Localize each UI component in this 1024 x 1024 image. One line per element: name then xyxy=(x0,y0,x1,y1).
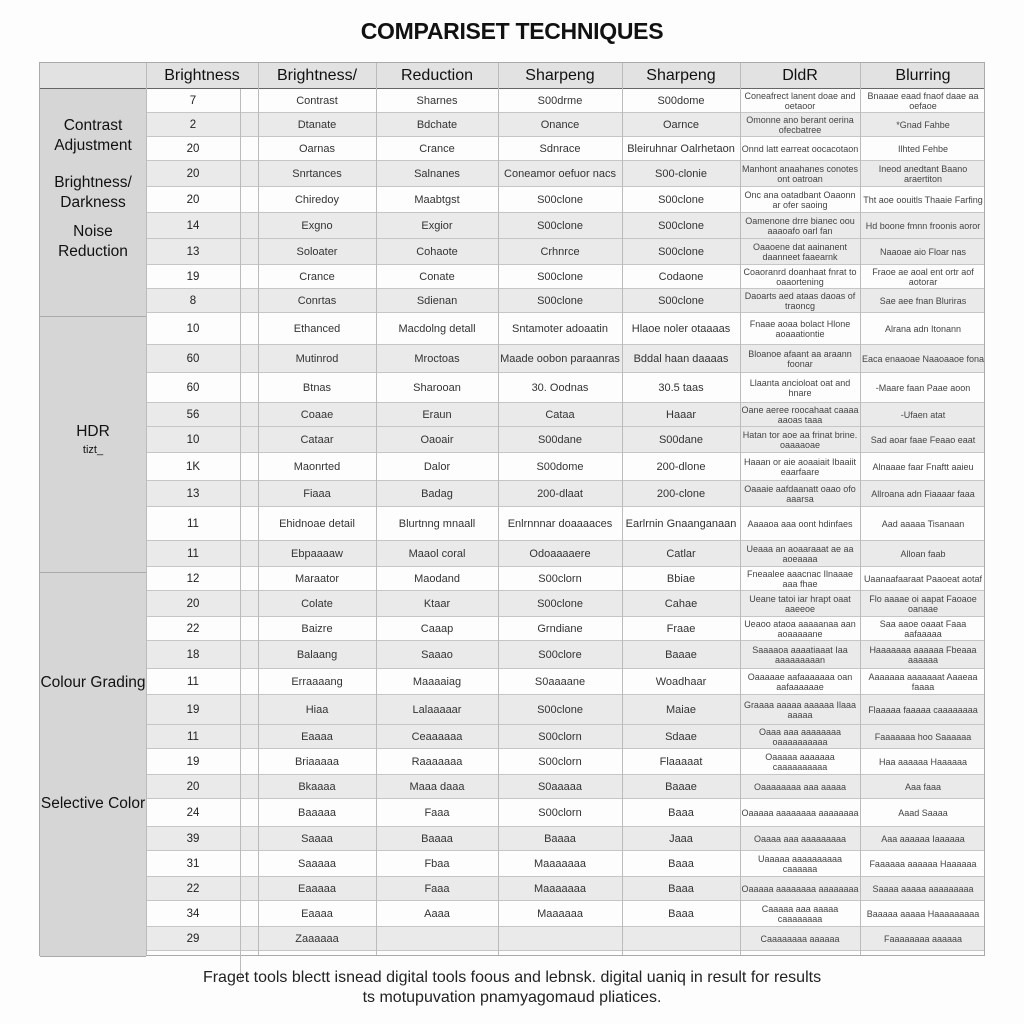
table-cell: Manhont anaahanes conotes ont oatroan xyxy=(741,163,859,184)
table-cell: Ilhted Fehbe xyxy=(897,143,949,154)
table-row xyxy=(146,313,984,345)
grid-line xyxy=(622,63,623,955)
table-cell: Saaaaa xyxy=(298,857,336,870)
table-row xyxy=(146,725,984,749)
table-cell: Baaaaa aaaaa Haaaaaaaaa xyxy=(866,908,980,919)
table-cell: Ceaaaaaa xyxy=(411,730,463,743)
table-cell: Oaoair xyxy=(420,433,454,446)
table-row xyxy=(146,799,984,827)
table-cell: Bloanoe afaant aa araann foonar xyxy=(748,348,852,369)
group-label-hdr: HDR xyxy=(76,423,110,440)
table-cell: Sdnrace xyxy=(539,142,581,155)
table-cell: Enlrnnnar doaaaaces xyxy=(507,517,613,530)
table-cell: S00clone xyxy=(537,703,583,716)
table-cell: Haaaaaaa aaaaaa Fbeaaa aaaaaa xyxy=(869,644,977,665)
table-cell: Sad aoar faae Feaao eaat xyxy=(870,434,976,445)
table-cell: Faaaaaa aaaaaa Haaaaaa xyxy=(869,858,977,869)
table-row xyxy=(146,161,984,187)
table-header xyxy=(40,63,984,89)
table-cell: 200-clone xyxy=(656,487,706,500)
table-cell: Saa aaoe oaaat Faaa aafaaaaa xyxy=(879,618,967,639)
row-number-cell: 7 xyxy=(189,94,197,107)
table-cell: Coneamor oefuor nacs xyxy=(504,167,616,180)
grid-line xyxy=(240,89,241,981)
table-cell: S00clone xyxy=(537,219,583,232)
footer-line: ts motupuvation pnamyagomaud pliatices. xyxy=(362,989,662,1006)
table-cell: S0aaaane xyxy=(534,675,586,688)
table-row xyxy=(146,453,984,481)
table-row xyxy=(146,827,984,851)
table-cell: Ineod anedtant Baano araertiton xyxy=(878,163,968,184)
table-cell: Chiredoy xyxy=(294,193,340,206)
grid-line xyxy=(860,63,861,955)
row-number-cell: 11 xyxy=(187,675,199,688)
row-number-cell: 2 xyxy=(189,118,197,131)
row-number-cell: 14 xyxy=(186,219,200,232)
table-cell: Btnas xyxy=(302,381,332,394)
table-cell: Exgior xyxy=(421,219,453,232)
grid-line xyxy=(740,63,741,955)
table-cell: Alnaaae faar Fnaftt aaieu xyxy=(872,461,974,472)
table-cell: Dtanate xyxy=(297,118,337,131)
table-cell: S00dane xyxy=(537,433,583,446)
table-row xyxy=(146,373,984,403)
table-cell: 200-dlaat xyxy=(537,487,583,500)
table-row xyxy=(146,877,984,901)
table-row xyxy=(146,591,984,617)
table-cell: S00clone xyxy=(658,193,704,206)
table-cell: Uaanaafaaraat Paaoeat aotaf xyxy=(863,573,983,584)
table-cell: Aaaa xyxy=(424,907,450,920)
table-cell: Maraator xyxy=(294,572,340,585)
table-cell: Haaan or aie aoaaiait Ibaaiit eaarfaare xyxy=(743,456,857,477)
table-cell: S00clone xyxy=(537,270,583,283)
table-cell: Hatan tor aoe aa frinat brine. oaaaaoae xyxy=(742,429,858,450)
table-cell: S00clorn xyxy=(538,730,582,743)
table-cell: Blurtnng mnaall xyxy=(398,517,476,530)
table-cell: Ueaoo ataoa aaaaanaa aan aoaaaaane xyxy=(744,618,856,639)
table-row xyxy=(146,265,984,289)
table-row xyxy=(146,481,984,507)
table-cell: Sharooan xyxy=(413,381,461,394)
table-cell: Hiaa xyxy=(305,703,329,716)
table-cell: Baaa xyxy=(668,882,694,895)
table-cell: -Ufaen atat xyxy=(900,409,946,420)
table-cell: Baaae xyxy=(665,648,697,661)
table-cell: Fraae xyxy=(666,622,696,635)
table-cell: Erraaaang xyxy=(291,675,343,688)
row-number-cell: 12 xyxy=(186,572,200,585)
table-cell: Maaaaiag xyxy=(412,675,462,688)
row-number-cell: 22 xyxy=(186,882,200,895)
table-cell: Sae aee fnan Bluriras xyxy=(879,295,967,306)
table-cell: S00dane xyxy=(658,433,704,446)
table-cell: Sdaae xyxy=(665,730,697,743)
table-row xyxy=(146,641,984,669)
table-cell: S00clore xyxy=(538,648,582,661)
table-cell xyxy=(376,927,498,950)
table-cell: Fraoe ae aoal ent ortr aof aotorar xyxy=(872,266,974,287)
header-cell: DldR xyxy=(782,67,818,84)
table-cell: Baaaa xyxy=(544,832,576,845)
table-cell: Catlar xyxy=(666,547,696,560)
table-cell: Caaap xyxy=(420,622,454,635)
table-cell: Briaaaaa xyxy=(294,755,340,768)
table-cell: Maabtgst xyxy=(414,193,460,206)
table-cell: Maiae xyxy=(666,703,696,716)
table-cell: Maodand xyxy=(414,572,460,585)
table-row xyxy=(146,695,984,725)
table-row xyxy=(146,749,984,775)
table-cell: Aaaaaaa aaaaaaat Aaaeaa faaaa xyxy=(868,671,978,692)
table-cell: Faaaaaaa hoo Saaaaaa xyxy=(874,731,972,742)
table-cell: Oaaoene dat aainanent daanneet faaearnk xyxy=(752,241,848,262)
table-row xyxy=(146,213,984,239)
table-cell: Flo aaaae oi aapat Faoaoe oanaae xyxy=(869,593,977,614)
table-cell: Uaaaaa aaaaaaaaaa caaaaaa xyxy=(757,853,843,874)
table-cell: Aaad Saaaa xyxy=(898,807,948,818)
table-cell: Woadhaar xyxy=(655,675,707,688)
table-cell: Fiaaa xyxy=(303,487,331,500)
table-cell: Hlaoe noler otaaaas xyxy=(631,322,731,335)
table-cell: Oaaaaaaaa aaa aaaaa xyxy=(753,781,847,792)
table-cell: Odoaaaaere xyxy=(529,547,591,560)
row-number-cell: 10 xyxy=(186,322,200,335)
table-cell: S00dome xyxy=(536,460,584,473)
table-cell: Bddal haan daaaas xyxy=(633,352,729,365)
table-cell: Saaao xyxy=(421,648,453,661)
row-number-cell: 10 xyxy=(186,433,200,446)
table-cell: Flaaaaat xyxy=(659,755,703,768)
table-cell: Flaaaaa faaaaa caaaaaaaa xyxy=(868,704,978,715)
row-number-cell: 13 xyxy=(186,245,200,258)
table-cell: Coneafrect lanent doae and oetaoor xyxy=(744,90,856,111)
row-number-cell: 56 xyxy=(186,408,200,421)
table-cell: S00-clonie xyxy=(655,167,707,180)
table-cell: Baaaa xyxy=(421,832,453,845)
table-cell: Balaang xyxy=(296,648,338,661)
table-cell: Salnanes xyxy=(414,167,460,180)
table-row xyxy=(146,775,984,799)
table-cell: 30. Oodnas xyxy=(531,381,589,394)
table-cell: Conrtas xyxy=(297,294,337,307)
table-cell: Maaol coral xyxy=(408,547,466,560)
table-cell: Oaaaie aafdaanatt oaao ofo aaarsa xyxy=(744,483,856,504)
table-cell: Alloan faab xyxy=(900,548,946,559)
table-cell: 200-dlone xyxy=(656,460,706,473)
header-cell: Sharpeng xyxy=(525,67,595,84)
table-cell: Soloater xyxy=(296,245,338,258)
table-cell: Eaca enaaoae Naaoaaoe fona xyxy=(861,353,985,364)
table-cell: S00clorn xyxy=(538,806,582,819)
table-cell: Saaaa xyxy=(301,832,333,845)
table-cell: Bkaaaa xyxy=(298,780,336,793)
row-number-cell: 34 xyxy=(186,907,200,920)
table-cell: Oane aeree roocahaat caaaa aaoas taaa xyxy=(741,404,859,425)
grid-line xyxy=(498,63,499,955)
row-number-cell: 11 xyxy=(187,547,199,560)
table-cell: Ueaaa an aoaaraaat ae aa aoeaaaa xyxy=(746,543,854,564)
group-sublabel-hdr: tizt_ xyxy=(82,444,104,456)
table-cell: Onance xyxy=(540,118,580,131)
group-label-noise: Noise Reduction xyxy=(58,223,128,260)
row-number-cell: 24 xyxy=(186,806,200,819)
page-title: COMPARISET TECHNIQUES xyxy=(360,18,664,44)
row-number-cell: 11 xyxy=(187,517,199,530)
row-number-cell: 19 xyxy=(186,270,200,283)
table-cell: Allroana adn Fiaaaar faaa xyxy=(871,488,975,499)
table-cell: Coaoranrd doanhaat fnrat to oaaortening xyxy=(743,266,857,287)
table-row xyxy=(146,403,984,427)
table-row xyxy=(146,137,984,161)
row-number-cell: 31 xyxy=(186,857,200,870)
table-cell: Fnaae aoaa bolact Hlone aoaaationtie xyxy=(749,318,851,339)
table-cell: Sdienan xyxy=(416,294,458,307)
table-cell: Lalaaaaar xyxy=(412,703,462,716)
table-cell: Ktaar xyxy=(423,597,451,610)
table-cell: Faaa xyxy=(424,806,450,819)
table-cell: Oaaa aaa aaaaaaaa oaaaaaaaaaa xyxy=(758,726,842,747)
table-cell: Onc ana oatadbant Oaaonn ar ofer saoing xyxy=(744,189,856,210)
group-block xyxy=(40,573,146,957)
header-cell: Brightness xyxy=(164,67,240,84)
table-row xyxy=(146,541,984,567)
table-cell: Ehidnoae detail xyxy=(279,517,355,530)
table-row xyxy=(146,507,984,541)
table-cell: Snrtances xyxy=(292,167,342,180)
table-cell: Oamenone drre bianec oou aaaoafo oarl fan xyxy=(745,215,855,236)
table-cell: Oaaaaa aaaaaaaa aaaaaaaa xyxy=(741,883,859,894)
row-number-cell: 11 xyxy=(187,730,199,743)
table-row xyxy=(146,901,984,927)
header-cell: Sharpeng xyxy=(646,67,716,84)
table-cell: Maaaaaaa xyxy=(534,857,586,870)
table-cell xyxy=(622,927,740,950)
table-cell: Jaaa xyxy=(669,832,693,845)
table-cell: Oaaaaa aaaaaaa caaaaaaaaaa xyxy=(765,751,835,772)
row-number-cell: 1K xyxy=(185,460,201,473)
table-cell: Eaaaaa xyxy=(298,882,336,895)
table-row xyxy=(146,669,984,695)
group-label-selective-color: Selective Color xyxy=(40,795,146,812)
table-cell: Haa aaaaaa Haaaaaa xyxy=(878,756,968,767)
table-cell: Daoarts aed ataas daoas of traoncg xyxy=(744,290,856,311)
table-cell: Raaaaaaa xyxy=(411,755,463,768)
table-cell: Cahae xyxy=(664,597,698,610)
table-cell: -Maare faan Paae aoon xyxy=(875,382,971,393)
table-cell: S00clone xyxy=(537,294,583,307)
table-row xyxy=(146,567,984,591)
row-number-cell: 20 xyxy=(186,167,200,180)
table-cell: Crhnrce xyxy=(540,245,580,258)
footer-line: Fraget tools blectt isnead digital tools foous and lebnsk. digital uaniq in result for results xyxy=(202,969,822,986)
table-cell: Oaaaa aaa aaaaaaaaa xyxy=(753,833,847,844)
group-label-colour-grading: Colour Grading xyxy=(40,674,146,691)
table-cell: Haaar xyxy=(666,408,696,421)
table-cell: Aaaaoa aaa oont hdinfaes xyxy=(747,518,853,529)
table-cell: Badag xyxy=(421,487,453,500)
footer-caption xyxy=(0,968,1024,1008)
table-cell: Fneaalee aaacnac Ilnaaae aaa fhae xyxy=(746,568,854,589)
table-cell: Oaaaaa aaaaaaaa aaaaaaaa xyxy=(741,807,859,818)
header-cell: Reduction xyxy=(400,67,474,84)
table-row xyxy=(146,851,984,877)
grid-line xyxy=(146,63,147,955)
table-cell: Eaaaa xyxy=(301,730,333,743)
row-number-cell: 60 xyxy=(186,381,200,394)
table-cell: Grndiane xyxy=(537,622,583,635)
table-cell: Maonrted xyxy=(293,460,341,473)
table-cell: Oaaaaae aafaaaaaaa oan aafaaaaaae xyxy=(747,671,853,692)
table-row xyxy=(146,427,984,453)
row-number-cell: 20 xyxy=(186,597,200,610)
table-cell: Maaaaaa xyxy=(537,907,583,920)
table-cell: Llaanta ancioloat oat and hnare xyxy=(749,377,851,398)
table-cell: Saaaa aaaaa aaaaaaaaa xyxy=(872,883,974,894)
table-cell: Bdchate xyxy=(416,118,458,131)
row-number-cell: 19 xyxy=(186,703,200,716)
group-label-brightness: Brightness/ Darkness xyxy=(54,174,132,211)
table-cell: Maaaaaaa xyxy=(534,882,586,895)
table-cell: Ueane tatoi iar hrapt oaat aaeeoe xyxy=(749,593,851,614)
table-cell: Colate xyxy=(301,597,333,610)
row-number-cell: 19 xyxy=(186,755,200,768)
table-cell: Mutinrod xyxy=(295,352,339,365)
table-cell: Alrana adn Itonann xyxy=(884,323,962,334)
table-cell: Exgno xyxy=(301,219,333,232)
table-cell: Conate xyxy=(419,270,455,283)
grid-line xyxy=(376,63,377,955)
table-cell: S00clorn xyxy=(538,572,582,585)
row-number-cell: 20 xyxy=(186,193,200,206)
table-cell: Onnd latt earreat oocacotaon xyxy=(741,143,859,154)
table-cell: Hd boone fmnn froonis aoror xyxy=(865,220,981,231)
table-cell: Ebpaaaaw xyxy=(291,547,343,560)
table-cell: Bbiae xyxy=(666,572,696,585)
row-number-cell: 8 xyxy=(189,294,197,307)
table-cell: S00clone xyxy=(537,193,583,206)
table-cell: Naaoae aio Floar nas xyxy=(879,246,967,257)
table-cell: S00clone xyxy=(537,597,583,610)
table-cell: Faaaaaaaa aaaaaa xyxy=(883,933,963,944)
table-cell: Coaae xyxy=(300,408,334,421)
table-cell: Earlrnin Gnaanganaan xyxy=(625,517,737,530)
table-cell: Oarnas xyxy=(298,142,336,155)
table-cell: S00clone xyxy=(658,219,704,232)
table-cell: Cataar xyxy=(300,433,334,446)
table-row xyxy=(146,927,984,951)
table-cell: Tht aoe oouitls Thaaie Farfing xyxy=(863,194,983,205)
table-cell: S00drme xyxy=(537,94,583,107)
table-cell: Eraun xyxy=(422,408,452,421)
row-number-cell: 20 xyxy=(186,142,200,155)
table-cell: Oarnce xyxy=(662,118,700,131)
table-row xyxy=(146,345,984,373)
row-number-cell: 18 xyxy=(186,648,200,661)
row-number-cell: 22 xyxy=(186,622,200,635)
table-cell: Bnaaae eaad fnaof daae aa oefaoe xyxy=(867,90,979,111)
table-cell: Ethanced xyxy=(293,322,341,335)
table-cell: Sharnes xyxy=(416,94,458,107)
table-cell: Baaaaa xyxy=(298,806,336,819)
table-cell: Codaone xyxy=(658,270,704,283)
table-cell: Contrast xyxy=(296,94,338,107)
table-cell: S00dome xyxy=(657,94,705,107)
comparison-table xyxy=(39,62,985,956)
table-cell: S00clorn xyxy=(538,755,582,768)
table-cell: Crance xyxy=(419,142,455,155)
table-row xyxy=(146,289,984,313)
table-cell: Fbaa xyxy=(424,857,450,870)
table-row xyxy=(146,239,984,265)
header-cell: Brightness/ xyxy=(276,67,358,84)
table-row xyxy=(146,89,984,113)
table-cell: Faaa xyxy=(424,882,450,895)
table-cell: Baaae xyxy=(665,780,697,793)
table-cell: Dalor xyxy=(423,460,451,473)
table-cell: *Gnad Fahbe xyxy=(896,119,950,130)
table-cell: Aad aaaaa Tisanaan xyxy=(881,518,965,529)
table-row xyxy=(146,113,984,137)
group-label-contrast: Contrast Adjustment xyxy=(54,117,132,154)
table-cell: Baaa xyxy=(668,857,694,870)
row-number-cell: 29 xyxy=(186,932,200,945)
table-cell: Mroctoas xyxy=(414,352,460,365)
table-cell: Crance xyxy=(299,270,335,283)
table-cell: Omonne ano berant oerina ofecbatree xyxy=(746,114,854,135)
table-cell: Sntamoter adoaatin xyxy=(511,322,608,335)
table-cell: S00clone xyxy=(658,294,704,307)
row-number-cell: 13 xyxy=(186,487,200,500)
table-cell: Caaaaaaaa aaaaaa xyxy=(760,933,840,944)
grid-line xyxy=(258,63,259,955)
table-cell: Caaaaa aaa aaaaa caaaaaaaa xyxy=(761,903,839,924)
table-cell: Maade oobon paraanras xyxy=(500,352,620,365)
table-cell: Zaaaaaa xyxy=(295,932,339,945)
header-cell: Blurring xyxy=(895,67,951,84)
table-cell: S00clone xyxy=(658,245,704,258)
table-cell: Aaa faaa xyxy=(904,781,942,792)
table-cell: Baaa xyxy=(668,907,694,920)
table-cell: Aaa aaaaaa Iaaaaaa xyxy=(881,833,965,844)
table-cell xyxy=(498,927,622,950)
table-cell: Macdolng detall xyxy=(398,322,476,335)
table-cell: 30.5 taas xyxy=(658,381,704,394)
row-number-cell: 20 xyxy=(186,780,200,793)
table-cell: Baaa xyxy=(668,806,694,819)
table-cell: Eaaaa xyxy=(301,907,333,920)
table-row xyxy=(146,617,984,641)
table-cell: Bleiruhnar Oalrhetaon xyxy=(627,142,735,155)
table-row xyxy=(146,187,984,213)
table-cell: Saaaaoa aaaatiaaat Iaa aaaaaaaaan xyxy=(752,644,848,665)
table-cell: Maaa daaa xyxy=(409,780,465,793)
table-cell: Baizre xyxy=(301,622,333,635)
table-cell: Graaaa aaaaa aaaaaa Ilaaa aaaaa xyxy=(743,699,857,720)
row-number-cell: 39 xyxy=(186,832,200,845)
table-cell: S0aaaaa xyxy=(537,780,583,793)
table-cell: Cataa xyxy=(545,408,575,421)
row-number-cell: 60 xyxy=(186,352,200,365)
table-cell: Cohaote xyxy=(416,245,458,258)
